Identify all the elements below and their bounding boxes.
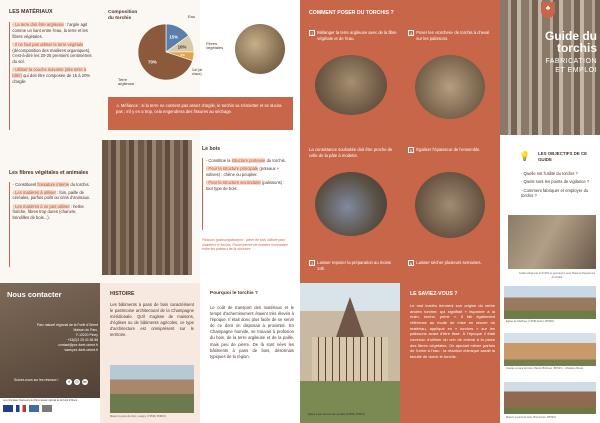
- objectives-list: - Quelle est l'utilité du torchis ? - Quels sont les points de vigilance ? - Comment fabriquer et employer du torchis ?: [521, 171, 590, 199]
- wood-frame-photo: [102, 140, 192, 275]
- objectives-panel: [500, 135, 600, 283]
- know-title: LE SAVIEZ-VOUS ?: [410, 291, 458, 297]
- topsoil-paragraph: - Il ne faut pas utiliser la terre végétale (décomposition des matières organiques), c'est-à-dire les 20-25 premiers centimètres du sol.: [12, 41, 92, 64]
- partner-logos: [3, 405, 97, 412]
- step-2: [309, 147, 397, 158]
- fibers-use: - Les matières à utiliser : foin, paille de céréales, parfois poils ou crins d'animaux.: [12, 189, 91, 201]
- church-body: [312, 337, 388, 381]
- instagram-icon[interactable]: ◎: [75, 379, 79, 384]
- step-text: La consistance souhaitée doit être proche de celle de la pâte à modeler.: [309, 147, 393, 158]
- step-text: Laisser sécher plusieurs semaines.: [416, 260, 482, 265]
- pie-label-eau: 15%: [169, 34, 179, 40]
- cover-caption: Guide rédigé par le PnrFO et permanent pour Maisons Paysannes de l'Aube: [518, 272, 596, 279]
- social-icons: [66, 379, 88, 385]
- contact-panel: [0, 283, 100, 423]
- right-caption-3: Maison à pans de bois, Brévonnes, BPNFO: [506, 416, 557, 419]
- step-text: Égaliser l'épaisseur de l'ensemble.: [416, 147, 481, 152]
- know-text: Le mot torchis tiennent son origine du verbe ancien torcher, qui signifiait « façonner à la main, torche, peinir ». Il fait également référence au mode de mise en œuvre du matériau, appliqué en « torches » sur les palissons avant d'être lissé. À l'époque il était commun d'utiliser du crin de cheval à la place des fibres végétales. On ajoutait même parfois de l'urine à l'eau : la réaction chimique aurait la faculté de durcir le torchis.: [410, 303, 495, 360]
- clay-mix-photo: [235, 24, 285, 74]
- warning-box: [108, 97, 293, 130]
- wood-title: Le bois: [202, 146, 221, 152]
- steps-title: COMMENT POSER DU TORCHIS ?: [309, 10, 394, 16]
- contact-title: Nous contacter: [7, 290, 62, 299]
- lightbulb-icon: 💡: [519, 151, 531, 161]
- consistency-photo: [315, 172, 387, 236]
- right-caption-2: Grange à pans de bois, Manoir-Bréhaux, BPNFO - Ghislaine Bouet: [506, 367, 584, 370]
- cover-bottom-photo: [508, 215, 596, 269]
- legend-eau: Eau: [188, 14, 196, 19]
- pie-label-cal-de-chaux-: 5%: [180, 53, 185, 58]
- history-caption: Maison à pans de bois, Lusigny (©PNR) PNRFO: [110, 415, 166, 418]
- mixing-photo: [315, 55, 387, 115]
- church-photo: [300, 283, 400, 423]
- republic-logo-icon: [16, 405, 26, 412]
- step-number: 4: [410, 31, 413, 36]
- wood-note: Palisson (paisson/palançon : pièce de bois utilisée pour maintenir le torchis. Fourni/verrée de manière horizontale entre les poteaux de la structure.: [202, 238, 288, 252]
- materials-title: LES MATÉRIAUX: [9, 9, 53, 15]
- warning-text: Méfiance : si la terre ne contient pas assez d'argile, le torchis va s'émietter et se ducira pas ; s'il y en a trop, cela engendrera des fissures au séchage.: [116, 103, 282, 114]
- accent-bar: [202, 158, 203, 230]
- why-panel: [200, 283, 300, 423]
- step-5: [408, 147, 496, 153]
- building-soil-paragraph: - Utiliser la couche suivante (dite terre à bâtir) qui doit être composée de 15 à 20% d'argile: [12, 67, 91, 84]
- step-number: 6: [410, 261, 413, 266]
- wood-secondary: - Pour la structure secondaire (palissons) : tout type de bois.: [205, 180, 285, 191]
- history-photo: [110, 365, 194, 413]
- step-text: Mélanger la terre argileuse avec de la fibre végétale et de l'eau.: [317, 30, 397, 41]
- linkedin-icon[interactable]: in: [83, 380, 87, 384]
- contact-info: Parc naturel régional de la Forêt d'Orient Maison du Parc, F-10220 Piney +33(0)3 25 43 38 88 contact@pnr-foret-orient.fr www.pnr-foret-orient.fr: [36, 323, 98, 352]
- objectives-title: LES OBJECTIFS DE CE GUIDE: [538, 151, 588, 162]
- why-text: Le coût de transport des matériaux et le temps d'acheminement étaient très élevés à l'époque. Il était donc plus facile de se servir de ce dont on disposait à proximité. En Champagne humide, se trouvait à profusion du bois, de la terre argileuse et de la paille, mais peu de pierre. De là sont nées les bâtiments à pans de bois, désormais typiques de la région.: [210, 305, 294, 359]
- composition-chart: [108, 10, 228, 95]
- warning-icon: ⚠: [116, 103, 121, 108]
- pie-label-terre-argileuse: 70%: [148, 59, 157, 65]
- cover-title: Guide du torchis FABRICATION ET EMPLOI: [545, 29, 597, 75]
- levelling-photo: [415, 172, 485, 238]
- wood-structure: - Constitue la structure porteuse du torchis.: [205, 158, 286, 164]
- materials-column: [9, 9, 92, 267]
- right-caption-1: Église de Mathaux (©PNR Aube), BPNFO: [506, 320, 555, 323]
- house-brevonnes-photo: [504, 382, 596, 414]
- fibers-structure: - Constituent l'ossature interne du torchis.: [12, 181, 90, 187]
- wood-main: - Pour la structure principale (poteaux + solives) : chêne ou peuplier.: [205, 166, 280, 177]
- department-logo-icon: [42, 405, 52, 412]
- barn-photo: [504, 333, 596, 366]
- history-title: HISTOIRE: [110, 291, 135, 297]
- wood-block: [202, 158, 292, 230]
- clay-paragraph: - La terre doit être argileuse : l'argile agit comme un liant entre l'eau, la terre et les fibres végétales.: [12, 22, 88, 39]
- steps-panel: [300, 0, 500, 283]
- logo-icon: ♣: [545, 5, 551, 12]
- step-text: Laisser reposer la préparation au moins 24h.: [317, 260, 392, 271]
- step-3: [309, 260, 397, 271]
- facebook-icon[interactable]: f: [66, 379, 72, 385]
- fibers-title: Les fibres végétales et animales: [9, 170, 89, 177]
- fibers-avoid: - Les matières à ne pas utiliser : herbe fraîche, fibres trop dures (chanvre, brindilles de bois...).: [12, 203, 84, 221]
- step-number: 5: [410, 148, 413, 153]
- step-1: [309, 30, 397, 41]
- church-caption: Église à pan de bois de Lentilles (©PNR) PNRFO: [308, 413, 365, 416]
- fibers-block: [9, 182, 92, 267]
- pie-label-fibres-v-g-tales: 10%: [177, 44, 187, 50]
- step-text: Poser les «torches» de torchis à cheval sur les palissons.: [416, 30, 490, 41]
- composition-title: Composition du torchis: [108, 10, 138, 21]
- follow-text: Suivez-nous sur les réseaux !: [14, 378, 59, 382]
- why-title: Pourquoi le torchis ?: [210, 291, 258, 296]
- logo-badge: [541, 2, 555, 18]
- step-6: [408, 260, 496, 266]
- legend-chaux: Cal (de chaux): [192, 68, 203, 76]
- step-number: 3: [311, 261, 314, 266]
- legend-terre: Terre argileuse: [118, 77, 135, 87]
- church-mathaux-photo: [504, 286, 596, 319]
- accent-bar: [9, 182, 10, 267]
- region-logo-icon: [29, 405, 39, 412]
- step-number: 1: [311, 31, 314, 36]
- right-photos: [500, 283, 600, 423]
- legend-fibres: Fibres végétales: [206, 41, 224, 51]
- partners-strip: Les principaux financeurs du Parc naturel régional de la Forêt d'Orient: [0, 398, 100, 423]
- history-panel: [100, 283, 200, 423]
- eu-flag-icon: [3, 405, 13, 412]
- step-4: [408, 30, 496, 41]
- know-panel: [400, 283, 500, 423]
- torches-photo: [415, 55, 485, 119]
- church-spire: [336, 297, 364, 337]
- history-text: Les bâtiments à pans de bois caractérisent le patrimoine architectural de la Champagne méridionale. Qu'il s'agisse de maisons, d'églises ou de bâtiments agricoles, ce type d'architecture est omniprésent sur le territoire.: [110, 302, 194, 338]
- wood-column: [202, 146, 292, 252]
- materials-block: [9, 22, 92, 130]
